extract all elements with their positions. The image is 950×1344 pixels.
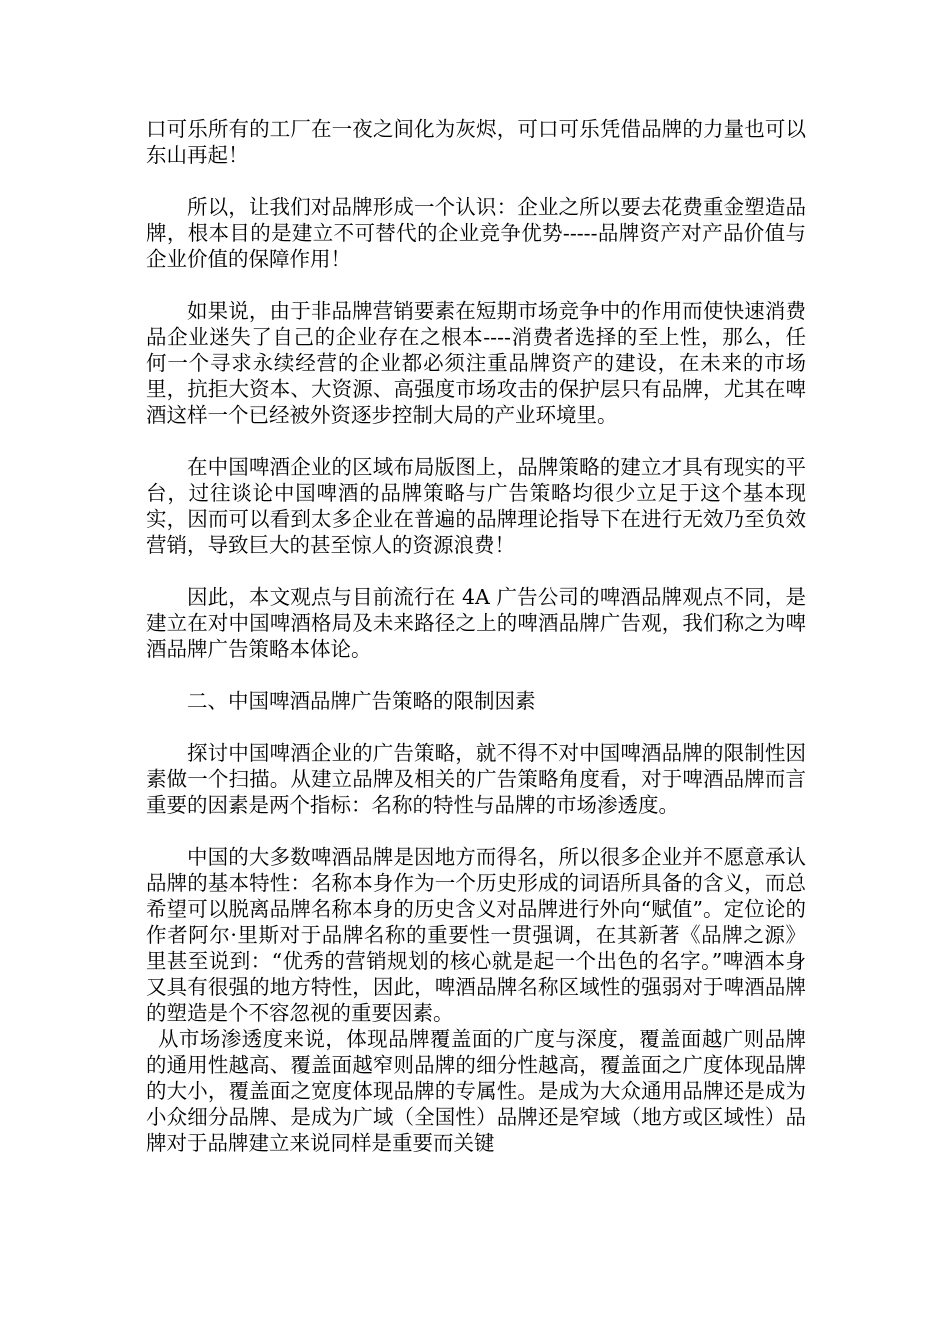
paragraph-1: 口可乐所有的工厂在一夜之间化为灰烬，可口可乐凭借品牌的力量也可以东山再起！ <box>146 117 806 167</box>
paragraph-7: 中国的大多数啤酒品牌是因地方而得名，所以很多企业并不愿意承认品牌的基本特性：名称本身作为一个历史形成的词语所具备的含义，而总希望可以脱离品牌名称本身的历史含义对品牌进行外向“赋值”。定位论的作者阿尔·里斯对于品牌名称的重要性一贯强调，在其新著《品牌之源》里甚至说到：“优秀的营销规划的核心就是起一个出色的名字。”啤酒本身又具有很强的地方特性，因此，啤酒品牌名称区域性的强弱对于啤酒品牌的塑造是个不容忽视的重要因素。 <box>146 845 806 1025</box>
paragraph-6: 探讨中国啤酒企业的广告策略，就不得不对中国啤酒品牌的限制性因素做一个扫描。从建立品牌及相关的广告策略角度看，对于啤酒品牌而言重要的因素是两个指标：名称的特性与品牌的市场渗透度。 <box>146 741 806 817</box>
paragraph-8: 从市场渗透度来说，体现品牌覆盖面的广度与深度，覆盖面越广则品牌的通用性越高、覆盖面越窄则品牌的细分性越高，覆盖面之广度体现品牌的大小，覆盖面之宽度体现品牌的专属性。是成为大众通用品牌还是成为小众细分品牌、是成为广域（全国性）品牌还是窄域（地方或区域性）品牌对于品牌建立来说同样是重要而关键 <box>146 1027 806 1155</box>
paragraph-2: 所以，让我们对品牌形成一个认识：企业之所以要去花费重金塑造品牌，根本目的是建立不可替代的企业竞争优势-----品牌资产对产品价值与企业价值的保障作用！ <box>146 195 806 271</box>
document-page <box>146 116 806 1156</box>
paragraph-5: 因此，本文观点与目前流行在 4A 广告公司的啤酒品牌观点不同，是建立在对中国啤酒格局及未来路径之上的啤酒品牌广告观，我们称之为啤酒品牌广告策略本体论。 <box>146 585 806 661</box>
paragraph-3: 如果说，由于非品牌营销要素在短期市场竞争中的作用而使快速消费品企业迷失了自己的企业存在之根本----消费者选择的至上性，那么，任何一个寻求永续经营的企业都必须注重品牌资产的建设，在未来的市场里，抗拒大资本、大资源、高强度市场攻击的保护层只有品牌，尤其在啤酒这样一个已经被外资逐步控制大局的产业环境里。 <box>146 299 806 427</box>
section-heading: 二、中国啤酒品牌广告策略的限制因素 <box>187 689 536 713</box>
paragraph-4: 在中国啤酒企业的区域布局版图上，品牌策略的建立才具有现实的平台，过往谈论中国啤酒的品牌策略与广告策略均很少立足于这个基本现实，因而可以看到太多企业在普遍的品牌理论指导下在进行无效乃至负效营销，导致巨大的甚至惊人的资源浪费！ <box>146 455 806 557</box>
